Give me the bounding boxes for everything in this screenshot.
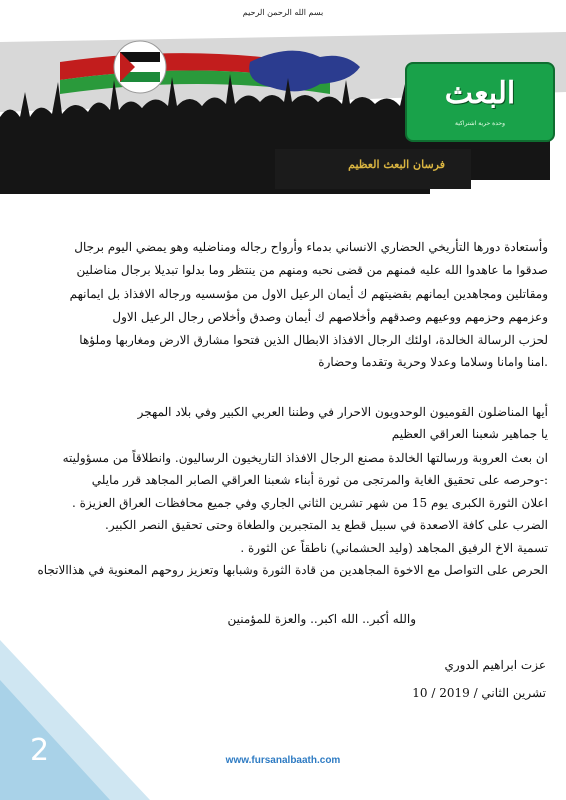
basmala: بسم الله الرحمن الرحيم [242,8,324,17]
date: تشرين الثاني / 2019 / 10 [412,686,546,700]
paragraph2-line: أيها المناضلون القوميون الوحدويون الاحرار في وطننا العربي الكبير وفي بلاد المهجر [137,405,548,419]
baath-logo [405,62,555,142]
page-number: 2 [30,733,50,768]
corner-decoration [0,640,150,800]
paragraph1-line: وعزمهم وحزمهم ووعيهم وصدقهم وأخلاصهم ك أيمان وصدق وأخلاص رجال الرعيل الاول [112,310,548,324]
paragraph2-line: :-وحرصه على تحقيق الغاية والمرتجى من ثورة أبناء شعبنا العراقي الصابر المجاهد قرر مايلي [91,473,548,487]
logo-subtitle: وحدة حرية اشتراكية [455,120,505,127]
paragraph2-line: ان بعث العروبة ورسالتها الخالدة مصنع الرجال الافذاذ التاريخيون الرساليون. وانطلاقاً من مسؤوليته [62,451,548,465]
resolution-item: تسمية الاخ الرفيق المجاهد (وليد الحشماني) ناطقاً عن الثورة . [240,541,548,555]
closing-line: والله أكبر.. الله اكبر.. والعزة للمؤمنين [227,612,416,626]
website-link[interactable]: www.fursanalbaath.com [225,755,341,766]
banner-title-strip [275,149,471,189]
banner-title: فرسان البعث العظيم [348,158,445,171]
logo-word: البعث [444,76,516,111]
paragraph1-line: لحزب الرسالة الخالدة، اولئك الرجال الافذاذ الابطال الذين فتحوا مشارق الارض ومغاربها وملؤها [79,333,548,347]
signature: عزت ابراهيم الدوري [444,658,546,672]
paragraph1-line: ومقاتلين ومجاهدين ايمانهم بقضيتهم ك أيمان الرعيل الاول من مؤسسيه ورجاله الافذاذ بل ايمانهم [69,287,548,301]
resolution-item: اعلان الثورة الكبرى يوم 15 من شهر تشرين الثاني الجاري وفي جميع محافظات العراق العزيزة . [72,496,548,510]
resolution-item: الضرب على كافة الاصعدة في سبيل قطع يد المتجبرين والطغاة وحتى تحقيق النصر الكبير. [105,518,548,532]
paragraph1-line: وأستعادة دورها التأريخي الحضاري الانساني بدماء وأرواح رجاله ومناضليه وهو يمضي اليوم برجال [74,240,548,254]
header-banner [0,22,566,194]
paragraph1-line: .امنا وامانا وسلاما وعدلا وحرية وتقدما وحضارة [318,355,548,369]
resolution-item: الحرص على التواصل مع الاخوة المجاهدين من قادة الثورة وشبابها وتعزيز روحهم المعنوية في هذاالاتجاه [37,563,548,577]
paragraph2-line: يا جماهير شعبنا العراقي العظيم [391,427,548,441]
paragraph1-line: صدقوا ما عاهدوا الله عليه فمنهم من قضى نحبه ومنهم من ينتظر وما بدلوا تبديلا برجال مناضلين [76,263,548,277]
